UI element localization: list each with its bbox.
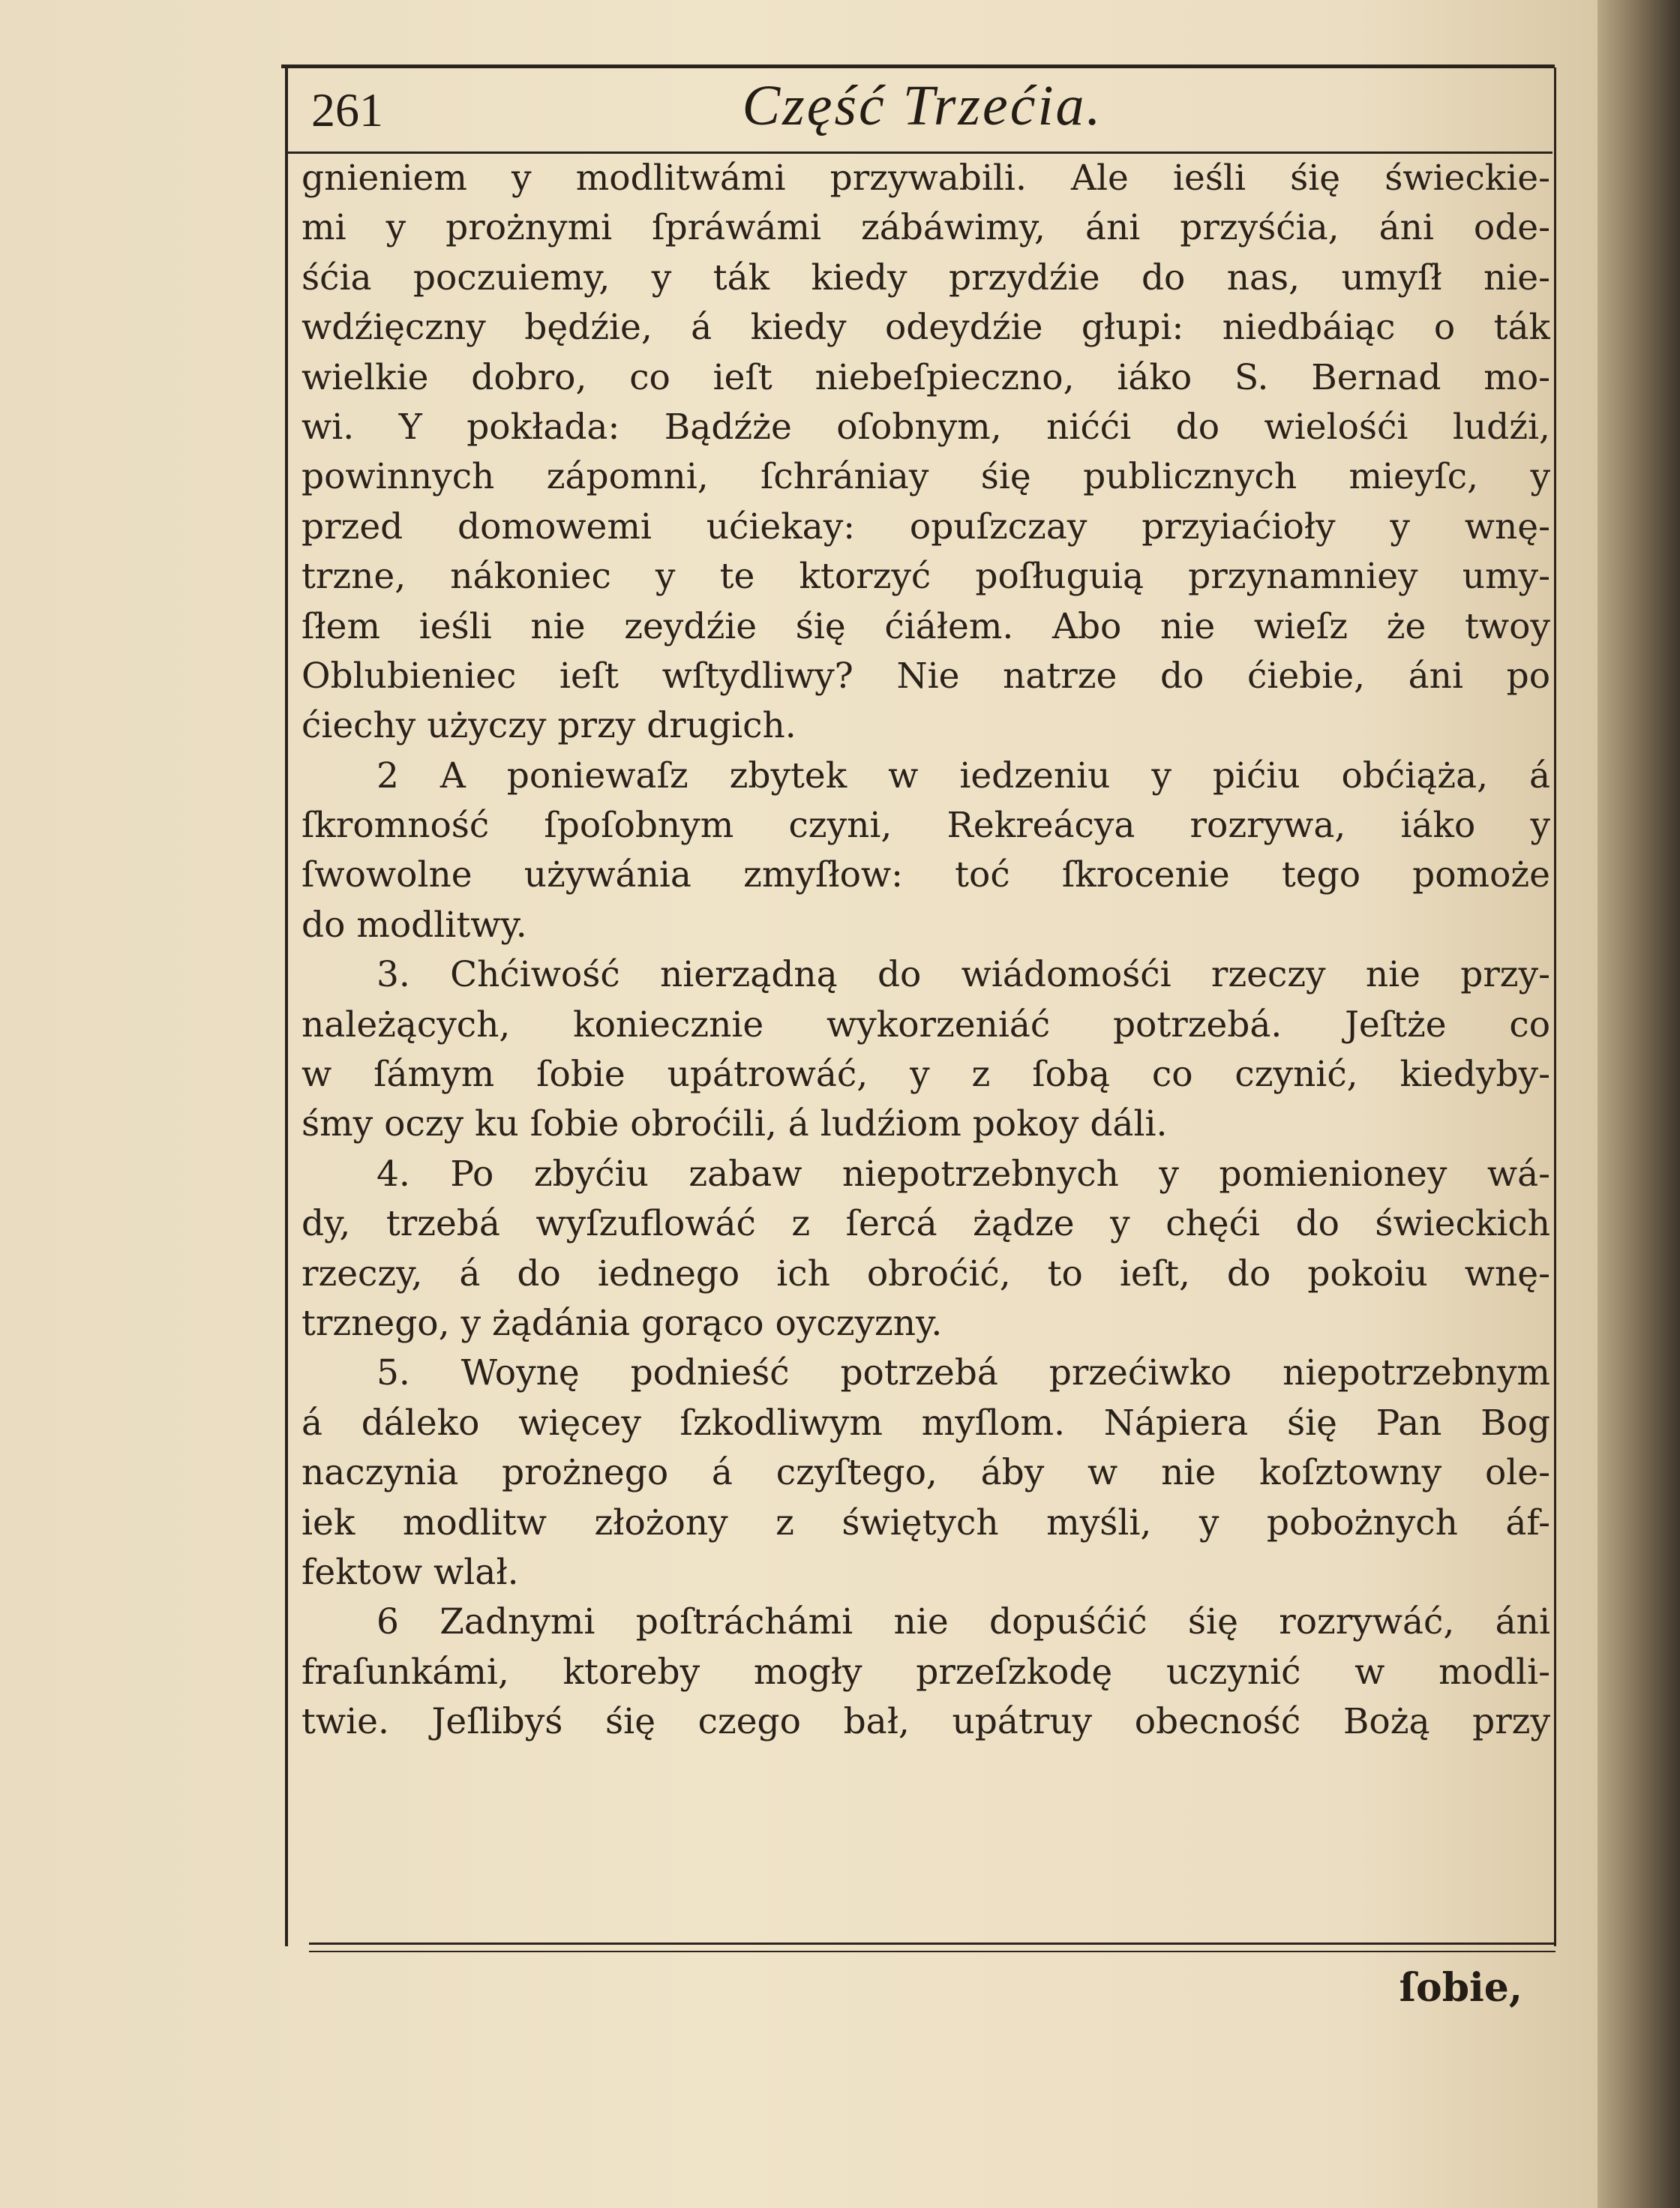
text-line: fektow wlał.	[302, 1551, 519, 1593]
text-line: ſwowolne używánia zmyſłow: toć ſkrocenie tego pomoże	[302, 854, 1550, 896]
text-line: wi. Y pokłada: Bądźże oſobnym, nićći do wielośći ludźi,	[302, 406, 1550, 448]
text-line: ſkromność ſpoſobnym czyni, Rekreácya rozrywa, iáko y	[302, 805, 1550, 847]
page-header	[296, 69, 1549, 148]
text-block	[302, 154, 1550, 1748]
text-line: naczynia prożnego á czyſtego, áby w nie koſztowny ole-	[302, 1452, 1550, 1494]
text-line: trzne, nákoniec y te ktorzyć poſługuią przynamniey umy-	[302, 556, 1550, 598]
text-line: trznego, y żądánia gorąco oyczyzny.	[302, 1302, 943, 1344]
bottom-rule	[309, 1942, 1556, 1952]
paragraph-3-first-line: 3. Chćiwość nierządną do wiádomośći rzeczy nie przy-	[376, 954, 1550, 996]
text-line: fraſunkámi, ktoreby mogły przeſzkodę uczynić w modli-	[302, 1651, 1550, 1693]
paragraph-4-first-line: 4. Po zbyćiu zabaw niepotrzebnych y pomienioney wá-	[376, 1153, 1550, 1195]
text-line: ćiechy użyczy przy drugich.	[302, 705, 796, 747]
text-line: śmy oczy ku ſobie obroćili, á ludźiom pokoy dáli.	[302, 1103, 1168, 1145]
text-line: przed domowemi ućiekay: opuſzczay przyiaćioły y wnę-	[302, 506, 1550, 548]
text-line: wielkie dobro, co ieſt niebeſpieczno, iáko S. Bernad mo-	[302, 356, 1550, 398]
paragraph-2-first-line: 2 A poniewaſz zbytek w iedzeniu y pićiu obćiąża, á	[376, 754, 1550, 796]
text-line: śćia poczuiemy, y ták kiedy przydźie do nas, umyſł nie-	[302, 256, 1550, 298]
text-line: twie. Jeſlibyś śię czego bał, upátruy obecność Bożą przy	[302, 1701, 1550, 1743]
book-gutter	[1598, 0, 1680, 2208]
text-line: powinnych zápomni, ſchrániay śię publicznych mieyſc, y	[302, 456, 1550, 498]
text-line: w ſámym ſobie upátrowáć, y z ſobą co czynić, kiedyby-	[302, 1054, 1550, 1096]
text-line: á dáleko więcey ſzkodliwym myſlom. Nápiera śię Pan Bog	[302, 1402, 1550, 1444]
text-line: wdźięczny będźie, á kiedy odeydźie głupi: niedbáiąc o ták	[302, 307, 1550, 349]
text-line: do modlitwy.	[302, 904, 527, 946]
text-line: dy, trzebá wyſzuflowáć z ſercá żądze y chęći do świeckich	[302, 1203, 1550, 1245]
page-number: 261	[311, 83, 383, 136]
text-line: rzeczy, á do iednego ich obroćić, to ieſt, do pokoiu wnę-	[302, 1252, 1550, 1294]
text-line: gnieniem y modlitwámi przywabili. Ale ieśli śię świeckie-	[302, 158, 1550, 199]
text-line: Oblubieniec ieſt wſtydliwy? Nie natrze do ćiebie, áni po	[302, 655, 1550, 697]
text-line: należących, koniecznie wykorzeniáć potrzebá. Jeſtże co	[302, 1004, 1550, 1046]
paragraph-5-first-line: 5. Woynę podnieść potrzebá przećiwko niepotrzebnym	[376, 1352, 1550, 1394]
text-line: iek modlitw złożony z świętych myśli, y pobożnych áf-	[302, 1502, 1550, 1544]
text-line: mi y prożnymi ſpráwámi zábáwimy, áni przyśćia, áni ode-	[302, 207, 1550, 249]
catchword: ſobie,	[1399, 1965, 1522, 2011]
paragraph-6-first-line: 6 Zadnymi poſtráchámi nie dopuśćić śię rozrywáć, áni	[376, 1601, 1550, 1643]
text-line: ſłem ieśli nie zeydźie śię ćiáłem. Abo nie wieſz że twoy	[302, 605, 1550, 647]
running-head: Część Trzećia.	[742, 74, 1103, 137]
